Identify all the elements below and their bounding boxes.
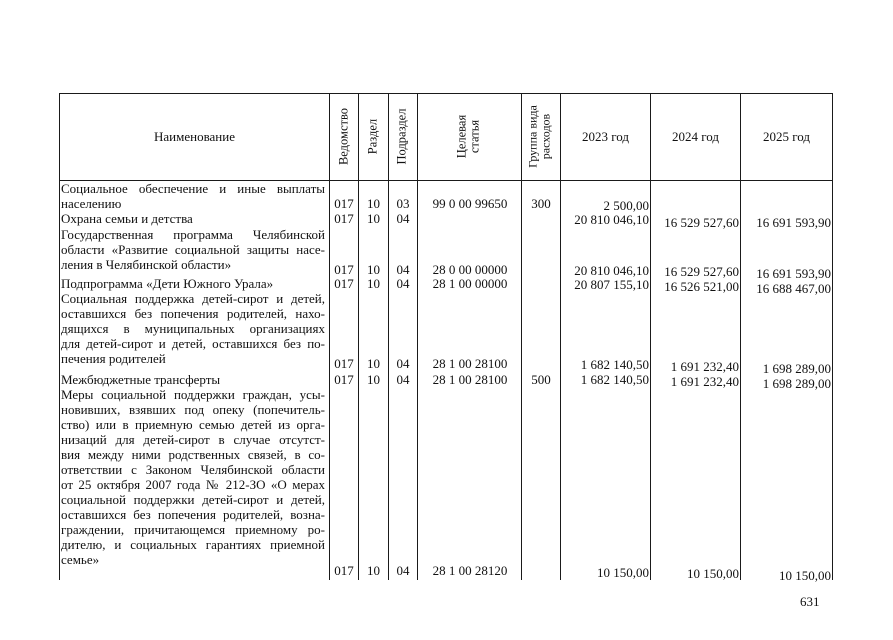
row-6-name-line: дителю, и социальных гарантиях приемной xyxy=(61,537,325,552)
page-number: 631 xyxy=(800,594,820,609)
header-2025 xyxy=(741,94,832,180)
row-2-cel: 28 0 00 00000 xyxy=(432,262,508,277)
header-celevaya xyxy=(456,87,483,187)
row-1-y2023: 20 810 046,10 xyxy=(574,212,649,227)
row-4-ved: 017 xyxy=(334,356,354,371)
row-3-y2023: 20 807 155,10 xyxy=(574,277,649,292)
row-0-name xyxy=(61,181,325,211)
col-border-ved xyxy=(329,93,330,580)
row-2-name-line: области «Развитие социальной защиты насе- xyxy=(61,242,325,257)
row-0-cel: 99 0 00 99650 xyxy=(432,196,508,211)
row-6-name-line: оставшихся без попечения родителей, возна- xyxy=(61,507,325,522)
row-1-y2024: 16 529 527,60 xyxy=(664,215,739,230)
row-4-raz: 10 xyxy=(367,356,380,371)
row-5-y2024: 1 691 232,40 xyxy=(670,374,739,389)
row-1-name xyxy=(61,211,325,226)
row-1-raz: 10 xyxy=(367,211,380,226)
header-gruppa xyxy=(527,87,554,187)
row-6-y2024: 10 150,00 xyxy=(687,566,739,581)
row-6-y2025: 10 150,00 xyxy=(779,568,831,583)
row-6-pod: 04 xyxy=(396,563,410,578)
row-1-pod: 04 xyxy=(396,211,410,226)
row-2-y2024: 16 529 527,60 xyxy=(664,264,739,279)
row-3-raz: 10 xyxy=(367,276,380,291)
header-vedomstvo: Ведомство xyxy=(336,107,351,166)
row-4-name-line: печения родителей xyxy=(61,351,166,366)
header-2023-text: 2023 год xyxy=(582,129,629,144)
row-0-grp: 300 xyxy=(531,196,551,211)
header-gruppa-line2: расходов xyxy=(538,113,553,160)
header-celevaya-line2: статья xyxy=(467,119,482,154)
row-4-y2024: 1 691 232,40 xyxy=(670,359,739,374)
row-0-ved: 017 xyxy=(334,196,354,211)
row-5-cel: 28 1 00 28100 xyxy=(432,372,508,387)
header-podrazdel: Подраздел xyxy=(394,108,409,165)
col-border-pod xyxy=(388,93,389,580)
row-4-name-line: Социальная поддержка детей-сирот и детей, xyxy=(61,291,325,306)
row-6-ved: 017 xyxy=(334,563,354,578)
row-0-pod: 03 xyxy=(396,196,410,211)
row-6-name-line: семье» xyxy=(61,552,100,567)
row-1-name-line: Охрана семьи и детства xyxy=(61,211,193,226)
row-4-y2025: 1 698 289,00 xyxy=(762,361,831,376)
row-3-ved: 017 xyxy=(334,276,354,291)
row-6-name xyxy=(61,387,325,567)
row-5-y2025: 1 698 289,00 xyxy=(762,376,831,391)
row-5-pod: 04 xyxy=(396,372,410,387)
row-6-name-line: социальной поддержки детей-сирот и детей, xyxy=(61,492,325,507)
row-6-name-line: низаций для детей-сирот в случае отсутст- xyxy=(61,432,325,447)
row-0-raz: 10 xyxy=(367,196,380,211)
col-border-right xyxy=(832,93,833,580)
header-2025-text: 2025 год xyxy=(763,129,810,144)
row-6-name-line: ответствии с Законом Челябинской области xyxy=(61,462,325,477)
row-4-name-line: для детей-сирот и детей, оставшихся без по- xyxy=(61,336,325,351)
row-2-name-line: ления в Челябинской области» xyxy=(61,257,232,272)
row-0-name-line: населению xyxy=(61,196,122,211)
row-2-y2023: 20 810 046,10 xyxy=(574,263,649,278)
col-border-cel xyxy=(417,93,418,580)
row-6-raz: 10 xyxy=(367,563,380,578)
row-1-y2025: 16 691 593,90 xyxy=(756,215,831,230)
row-5-name xyxy=(61,372,325,387)
header-razdel: Раздел xyxy=(365,118,380,155)
header-name-text: Наименование xyxy=(154,129,235,144)
row-1-ved: 017 xyxy=(334,211,354,226)
header-2024 xyxy=(651,94,740,180)
row-0-name-line: Социальное обеспечение и иные выплаты xyxy=(61,181,325,196)
row-3-y2025: 16 688 467,00 xyxy=(756,281,831,296)
row-2-ved: 017 xyxy=(334,262,354,277)
header-2023 xyxy=(561,94,650,180)
row-4-y2023: 1 682 140,50 xyxy=(580,357,649,372)
col-border-grp xyxy=(521,93,522,580)
row-3-pod: 04 xyxy=(396,276,410,291)
row-6-name-line: вия между ними родственных связей, в со- xyxy=(61,447,325,462)
row-4-cel: 28 1 00 28100 xyxy=(432,356,508,371)
row-4-name-line: оставшихся без попечения родителей, нахо- xyxy=(61,306,325,321)
row-2-pod: 04 xyxy=(396,262,410,277)
row-5-raz: 10 xyxy=(367,372,380,387)
row-2-name xyxy=(61,227,325,272)
row-2-raz: 10 xyxy=(367,262,380,277)
row-4-name xyxy=(61,291,325,366)
row-5-ved: 017 xyxy=(334,372,354,387)
col-border-raz xyxy=(358,93,359,580)
row-3-cel: 28 1 00 00000 xyxy=(432,276,508,291)
row-4-name-line: дящихся в муниципальных организациях xyxy=(61,321,325,336)
row-6-name-line: ство) или в приемную семью детей из орга- xyxy=(61,417,325,432)
row-5-grp: 500 xyxy=(531,372,551,387)
row-4-pod: 04 xyxy=(396,356,410,371)
row-6-name-line: граждении, причитающемся приемному ро- xyxy=(61,522,325,537)
row-3-name-line: Подпрограмма «Дети Южного Урала» xyxy=(61,276,274,291)
row-5-name-line: Межбюджетные трансферты xyxy=(61,372,221,387)
row-6-name-line: Меры социальной поддержки граждан, усы- xyxy=(61,387,325,402)
row-6-cel: 28 1 00 28120 xyxy=(432,563,508,578)
row-3-y2024: 16 526 521,00 xyxy=(664,279,739,294)
row-6-y2023: 10 150,00 xyxy=(597,565,649,580)
row-6-name-line: новивших, взявших под опеку (попечитель- xyxy=(61,402,325,417)
header-2024-text: 2024 год xyxy=(672,129,719,144)
header-name xyxy=(60,94,329,180)
header-gruppa-line1: Группа вида xyxy=(525,105,540,168)
row-3-name xyxy=(61,276,325,291)
row-5-y2023: 1 682 140,50 xyxy=(580,372,649,387)
row-2-y2025: 16 691 593,90 xyxy=(756,266,831,281)
row-6-name-line: от 25 октября 2007 года № 212-ЗО «О мерах xyxy=(61,477,325,492)
row-2-name-line: Государственная программа Челябинской xyxy=(61,227,325,242)
header-celevaya-line1: Целевая xyxy=(454,114,469,159)
row-0-y2023: 2 500,00 xyxy=(603,198,649,213)
